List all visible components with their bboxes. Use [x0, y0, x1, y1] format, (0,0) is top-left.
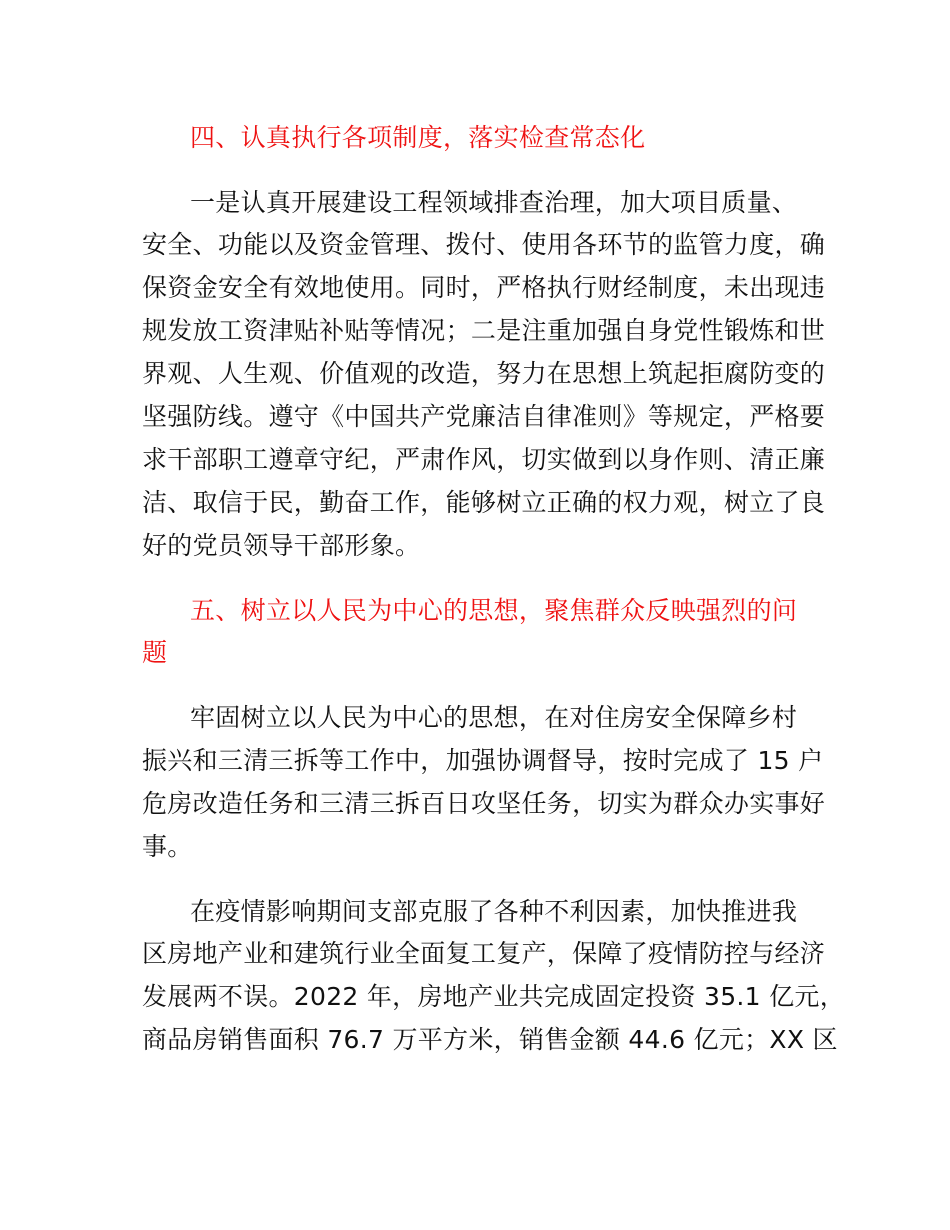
- paragraph-line: 坚强防线。遵守《中国共产党廉洁自律准则》等规定，严格要: [142, 402, 826, 431]
- paragraph-line: 界观、人生观、价值观的改造，努力在思想上筑起拒腐防变的: [142, 359, 826, 388]
- paragraph-line: 规发放工资津贴补贴等情况；二是注重加强自身党性锻炼和世: [142, 316, 826, 345]
- paragraph-line: 好的党员领导干部形象。: [142, 531, 421, 560]
- paragraph-line: 振兴和三清三拆等工作中，加强协调督导，按时完成了 15 户: [142, 746, 824, 775]
- section-heading-4: 四、认真执行各项制度，落实检查常态化: [190, 123, 646, 152]
- paragraph-line: 洁、取信于民，勤奋工作，能够树立正确的权力观，树立了良: [142, 488, 826, 517]
- paragraph-line: 一是认真开展建设工程领域排查治理，加大项目质量、: [190, 188, 798, 217]
- paragraph-line: 安全、功能以及资金管理、拨付、使用各环节的监管力度，确: [142, 230, 826, 259]
- paragraph-line: 事。: [142, 832, 193, 861]
- paragraph-line: 保资金安全有效地使用。同时，严格执行财经制度，未出现违: [142, 273, 826, 302]
- paragraph-line: 在疫情影响期间支部克服了各种不利因素，加快推进我: [190, 897, 798, 926]
- paragraph-line: 危房改造任务和三清三拆百日攻坚任务，切实为群众办实事好: [142, 789, 826, 818]
- heading-line: 五、树立以人民为中心的思想，聚焦群众反映强烈的问: [190, 596, 798, 625]
- paragraph-line: 区房地产业和建筑行业全面复工复产，保障了疫情防控与经济: [142, 939, 826, 968]
- heading-line: 题: [142, 638, 168, 667]
- paragraph-line: 商品房销售面积 76.7 万平方米，销售金额 44.6 亿元；XX 区: [142, 1025, 838, 1054]
- paragraph-line: 发展两不误。2022 年，房地产业共完成固定投资 35.1 亿元，: [142, 982, 846, 1011]
- paragraph-line: 牢固树立以人民为中心的思想，在对住房安全保障乡村: [190, 703, 798, 732]
- paragraph-line: 求干部职工遵章守纪，严肃作风，切实做到以身作则、清正廉: [142, 445, 826, 474]
